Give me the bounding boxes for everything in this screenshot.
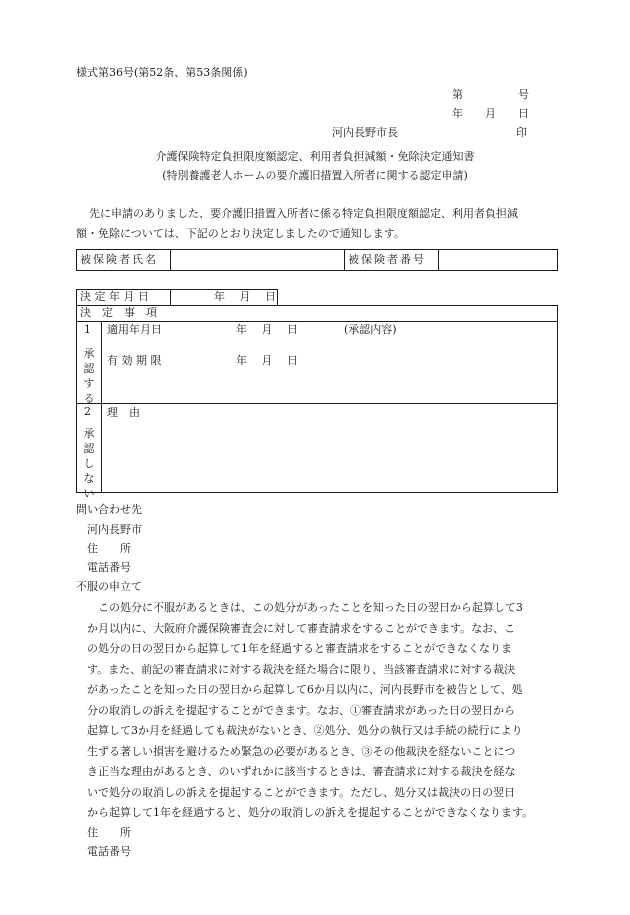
issuer-label: 河内長野市長 <box>332 126 398 139</box>
valid-period-label: 有 効 期 限 <box>107 354 162 367</box>
contact-organization: 河内長野市 <box>87 523 142 536</box>
appeal-line: から起算して1年を経過すると、処分の取消しの訴えを提起することができなくなります。 <box>87 806 534 819</box>
insured-name-label: 被保険者氏名 <box>80 253 158 266</box>
approve-text: 承認する <box>83 347 95 405</box>
valid-period-value: 年 月 日 <box>236 354 298 367</box>
appeal-line: いで処分の取消しの訴えを提起することができます。ただし、処分又は裁決の日の翌日 <box>87 785 516 799</box>
appeal-line: の処分の日の翌日から起算して1年を経過すると審査請求をすることができなくなりま <box>87 642 512 655</box>
document-title: 介護保険特定負担限度額認定、利用者負担減額・免除決定通知書 <box>155 150 475 163</box>
deny-number: 2 <box>84 405 91 418</box>
appeal-line: す。また、前記の審査請求に対する裁決を経た場合に限り、当該審査請求に対する裁決 <box>87 662 516 676</box>
appeal-line: この処分に不服があるときは、この処分があったことを知った日の翌日から起算して3 <box>98 601 523 614</box>
document-number-label: 第 号 <box>452 88 529 101</box>
appeal-phone-label: 電話番号 <box>87 845 131 858</box>
appeal-address-label: 住 所 <box>87 826 131 839</box>
intro-line-2: 額・免除については、下記のとおり決定しましたので通知します。 <box>76 227 405 240</box>
reason-label: 理 由 <box>107 406 140 419</box>
decision-items-label: 決 定 事 項 <box>80 306 157 319</box>
appeal-line: があったことを知った日の翌日から起算して6か月以内に、河内長野市を被告として、処 <box>87 683 523 696</box>
insured-number-label: 被保険者番号 <box>348 253 426 266</box>
apply-date-label: 適用年月日 <box>107 323 162 336</box>
approval-content-label: (承認内容) <box>344 323 397 336</box>
appeal-heading: 不服の申立て <box>76 580 142 593</box>
decision-date-value: 年 月 日 <box>214 290 276 303</box>
appeal-line: 分の取消しの訴えを提起することができます。なお、①審査請求があった日の翌日から <box>87 703 516 717</box>
appeal-line: 生ずる著しい損害を避けるため緊急の必要があるとき、③その他裁決を経ないことにつ <box>87 744 516 758</box>
approve-number: 1 <box>84 323 91 336</box>
contact-phone-label: 電話番号 <box>87 561 131 574</box>
deny-text: 承認しない <box>83 427 95 500</box>
appeal-line: 起算して3か月を経過しても裁決がないとき、②処分、処分の執行又は手続の続行により <box>87 724 523 737</box>
document-subtitle: (特別養護老人ホームの要介護旧措置入所者に関する認定申請) <box>162 169 468 182</box>
form-number: 様式第36号(第52条、第53条関係) <box>76 66 248 79</box>
contact-address-label: 住 所 <box>87 542 131 555</box>
seal-mark: 印 <box>516 126 527 139</box>
document-date-label: 年 月 日 <box>452 107 529 120</box>
contact-heading: 問い合わせ先 <box>76 503 142 516</box>
intro-line-1: 先に申請のありました、要介護旧措置入所者に係る特定負担限度額認定、利用者負担減 <box>89 207 518 220</box>
appeal-line: か月以内に、大阪府介護保険審査会に対して審査請求をすることができます。なお、こ <box>87 621 516 635</box>
appeal-line: き正当な理由があるとき、のいずれかに該当するときは、審査請求に対する裁決を経な <box>87 765 516 778</box>
apply-date-value: 年 月 日 <box>236 323 298 336</box>
decision-date-label: 決 定 年 月 日 <box>80 290 149 303</box>
appeal-text <box>87 598 569 824</box>
